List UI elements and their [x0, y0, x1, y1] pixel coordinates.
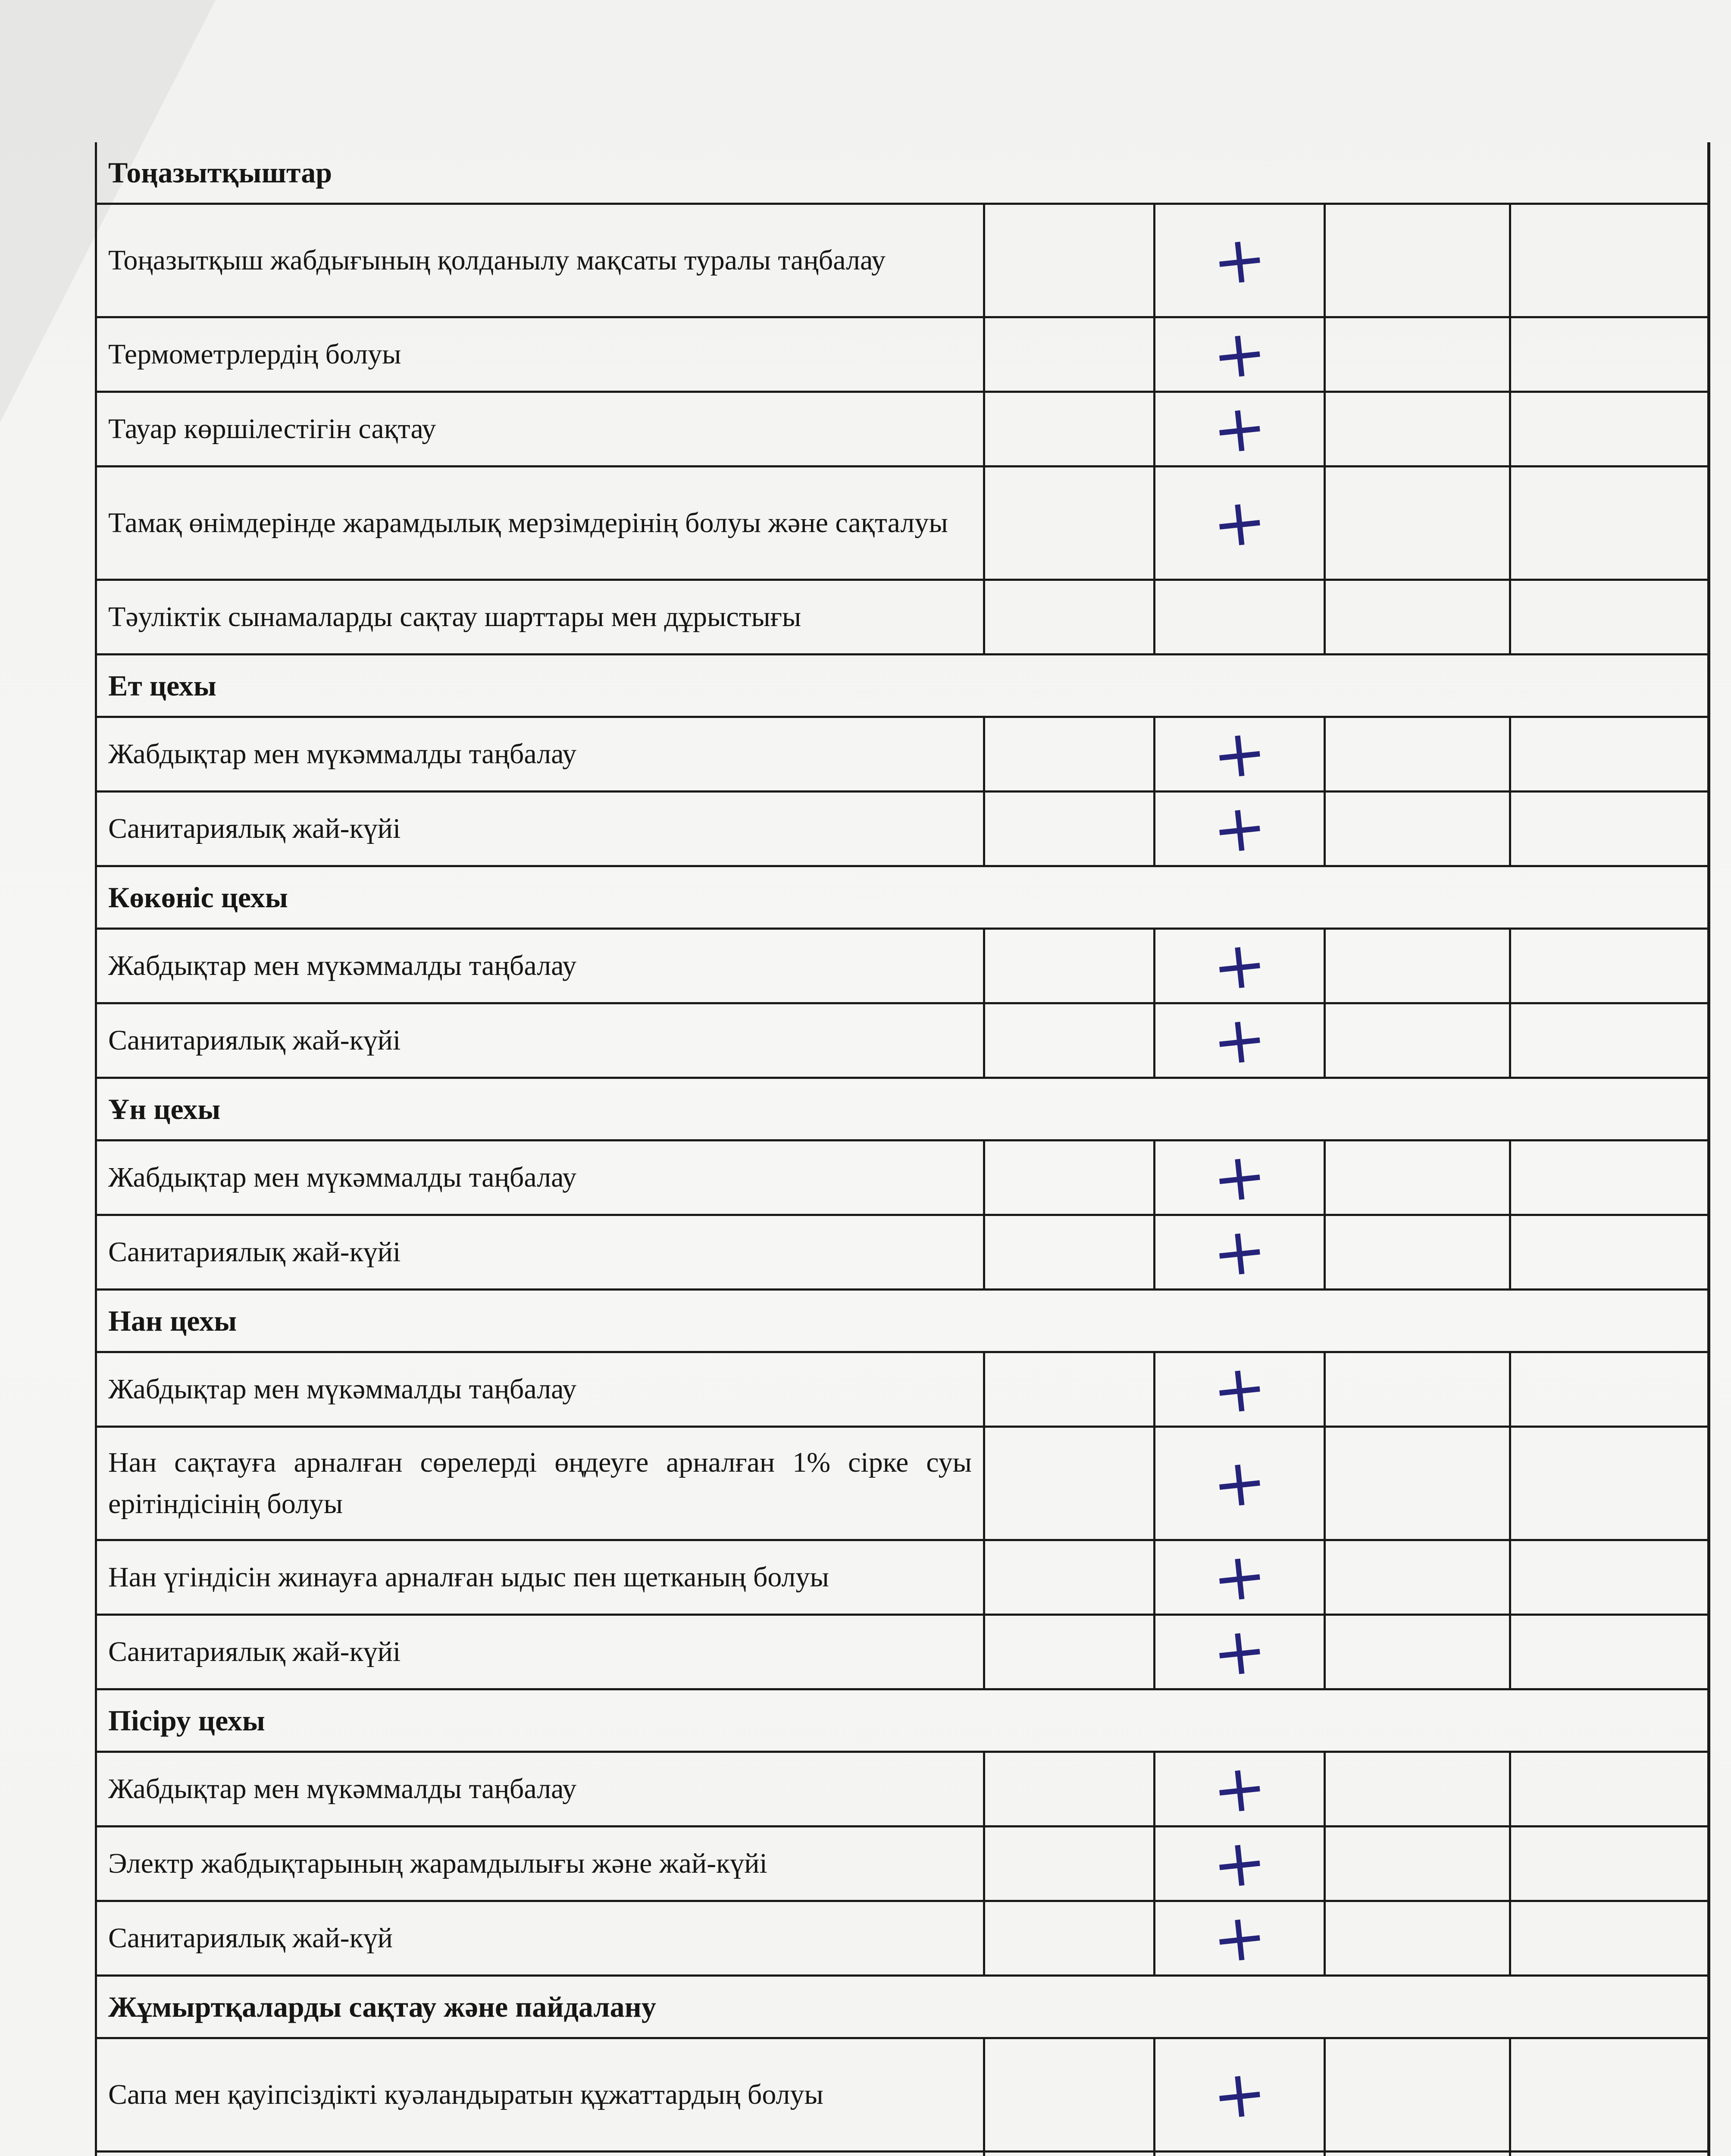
- checklist-row: [96, 1352, 1709, 1427]
- row-label: Электр жабдықтарының жарамдылығы және жай-күйі: [96, 1827, 984, 1901]
- section-title: Ұн цехы: [96, 1078, 1709, 1141]
- mark-cell: [1325, 1752, 1510, 1827]
- section-title: Көкөніс цехы: [96, 866, 1709, 929]
- mark-cell: [1325, 1003, 1510, 1078]
- checklist-row: [96, 717, 1709, 792]
- row-label: Жабдықтар мен мүкәммалды таңбалау: [96, 1141, 984, 1215]
- handwritten-plus-mark: +: [1208, 714, 1271, 795]
- mark-cell: [1325, 717, 1510, 792]
- mark-cell: [1510, 392, 1709, 467]
- mark-cell: [1510, 1352, 1709, 1427]
- section-header-row: [96, 1976, 1709, 2038]
- row-label: Тәуліктік сынамаларды сақтау шарттары мен дұрыстығы: [96, 580, 984, 655]
- mark-cell: [1510, 1215, 1709, 1290]
- section-header-row: [96, 1078, 1709, 1141]
- mark-cell: [1155, 1137, 1325, 1218]
- mark-cell: [984, 1352, 1155, 1427]
- mark-cell: [984, 204, 1155, 317]
- section-header-row: [96, 1290, 1709, 1352]
- section-header-row: [96, 866, 1709, 929]
- checklist-table-wrap: [95, 142, 1710, 2156]
- mark-cell: [1510, 1003, 1709, 1078]
- mark-cell: [1155, 925, 1325, 1006]
- checklist-table: [95, 142, 1709, 2156]
- row-label: Санитариялық жай-күйі: [96, 1215, 984, 1290]
- checklist-row: [96, 1540, 1709, 1615]
- section-title: Нан цехы: [96, 1290, 1709, 1352]
- mark-cell: [1325, 1215, 1510, 1290]
- mark-cell: [984, 1615, 1155, 1689]
- handwritten-plus-mark: +: [1208, 925, 1271, 1006]
- mark-cell: [1155, 467, 1325, 580]
- mark-cell: [1325, 1901, 1510, 1976]
- mark-cell: [1325, 467, 1510, 580]
- mark-cell: [1155, 1537, 1325, 1618]
- mark-cell: [984, 1141, 1155, 1215]
- row-label: Нан сақтауға арналған сөрелерді өңдеуге арналған 1% сірке суы ерітіндісінің болуы: [96, 1427, 984, 1540]
- checklist-row: [96, 1215, 1709, 1290]
- mark-cell: [1510, 204, 1709, 317]
- mark-cell: [984, 717, 1155, 792]
- mark-cell: [984, 1427, 1155, 1540]
- row-label: Жабдықтар мен мүкәммалды таңбалау: [96, 929, 984, 1003]
- mark-cell: [1155, 580, 1325, 655]
- checklist-row: [96, 204, 1709, 317]
- mark-cell: [1510, 792, 1709, 866]
- handwritten-plus-mark: +: [1208, 220, 1271, 301]
- mark-cell: [1155, 1427, 1325, 1540]
- handwritten-plus-mark: +: [1208, 1537, 1271, 1618]
- handwritten-plus-mark: +: [1208, 1137, 1271, 1218]
- mark-cell: [984, 1901, 1155, 1976]
- mark-cell: [1510, 2152, 1709, 2156]
- handwritten-plus-mark: +: [1208, 483, 1271, 564]
- mark-cell: [1325, 1615, 1510, 1689]
- checklist-row: [96, 2152, 1709, 2156]
- handwritten-plus-mark: +: [1208, 1000, 1271, 1081]
- checklist-row: [96, 2038, 1709, 2152]
- checklist-row: [96, 792, 1709, 866]
- section-title: Пісіру цехы: [96, 1689, 1709, 1752]
- mark-cell: [1325, 1141, 1510, 1215]
- mark-cell: [1325, 929, 1510, 1003]
- mark-cell: [1325, 1352, 1510, 1427]
- mark-cell: [1325, 580, 1510, 655]
- row-label: Санитариялық жай-күйі: [96, 1615, 984, 1689]
- mark-cell: [1510, 1752, 1709, 1827]
- handwritten-plus-mark: +: [1208, 1898, 1271, 1979]
- mark-cell: [1325, 2152, 1510, 2156]
- mark-cell: [1510, 1141, 1709, 1215]
- mark-cell: [1510, 2038, 1709, 2152]
- handwritten-plus-mark: +: [1208, 1823, 1271, 1904]
- row-label: Жабдықтар мен мүкәммалды таңбалау: [96, 1352, 984, 1427]
- mark-cell: [984, 467, 1155, 580]
- handwritten-plus-mark: +: [1208, 389, 1271, 470]
- mark-cell: [1325, 1540, 1510, 1615]
- mark-cell: [1155, 314, 1325, 395]
- mark-cell: [1325, 2038, 1510, 2152]
- mark-cell: [984, 1752, 1155, 1827]
- row-label: Санитариялық жай-күйі: [96, 1003, 984, 1078]
- mark-cell: [984, 1003, 1155, 1078]
- mark-cell: [1155, 1349, 1325, 1430]
- row-label: Тауар көршілестігін сақтау: [96, 392, 984, 467]
- mark-cell: [1325, 1427, 1510, 1540]
- mark-cell: [1510, 1540, 1709, 1615]
- mark-cell: [984, 317, 1155, 392]
- handwritten-plus-mark: +: [1208, 1749, 1271, 1830]
- mark-cell: [1510, 1427, 1709, 1540]
- mark-cell: [1155, 204, 1325, 317]
- checklist-row: [96, 467, 1709, 580]
- mark-cell: [1155, 714, 1325, 795]
- row-label: Термометрлердің болуы: [96, 317, 984, 392]
- mark-cell: [1155, 1611, 1325, 1692]
- mark-cell: [1155, 1823, 1325, 1904]
- mark-cell: [1155, 2038, 1325, 2152]
- mark-cell: [984, 1540, 1155, 1615]
- row-label: Санитариялық жай-күйі: [96, 792, 984, 866]
- mark-cell: [984, 1827, 1155, 1901]
- row-label: Нан үгіндісін жинауға арналған ыдыс пен щетканың болуы: [96, 1540, 984, 1615]
- checklist-row: [96, 317, 1709, 392]
- handwritten-plus-mark: +: [1208, 314, 1271, 395]
- mark-cell: [1510, 580, 1709, 655]
- checklist-row: [96, 1427, 1709, 1540]
- row-label: Тоңазытқыш жабдығының қолданылу мақсаты туралы таңбалау: [96, 204, 984, 317]
- mark-cell: [1325, 792, 1510, 866]
- checklist-row: [96, 1003, 1709, 1078]
- handwritten-plus-mark: +: [1208, 1611, 1271, 1692]
- section-header-row: [96, 1689, 1709, 1752]
- checklist-row: [96, 580, 1709, 655]
- handwritten-plus-mark: +: [1208, 1212, 1271, 1293]
- mark-cell: [1155, 1000, 1325, 1081]
- section-title: Тоңазытқыштар: [96, 142, 1709, 204]
- mark-cell: [984, 2152, 1155, 2156]
- mark-cell: [1325, 1827, 1510, 1901]
- row-label: Санитариялық жай-күй: [96, 1901, 984, 1976]
- mark-cell: [1510, 317, 1709, 392]
- checklist-row: [96, 1141, 1709, 1215]
- mark-cell: [984, 2038, 1155, 2152]
- mark-cell: [1510, 717, 1709, 792]
- checklist-row: [96, 1752, 1709, 1827]
- mark-cell: [1510, 929, 1709, 1003]
- row-label: Жабдықтар мен мүкәммалды таңбалау: [96, 1752, 984, 1827]
- mark-cell: [984, 1215, 1155, 1290]
- mark-cell: [984, 792, 1155, 866]
- checklist-row: [96, 1615, 1709, 1689]
- mark-cell: [1510, 1901, 1709, 1976]
- mark-cell: [1155, 2152, 1325, 2156]
- mark-cell: [1510, 1827, 1709, 1901]
- handwritten-plus-mark: +: [1208, 1349, 1271, 1430]
- section-header-row: [96, 655, 1709, 717]
- mark-cell: [1325, 392, 1510, 467]
- mark-cell: [984, 929, 1155, 1003]
- mark-cell: [984, 392, 1155, 467]
- mark-cell: [984, 580, 1155, 655]
- handwritten-plus-mark: +: [1208, 788, 1271, 869]
- checklist-row: [96, 1827, 1709, 1901]
- handwritten-plus-mark: +: [1208, 1443, 1271, 1524]
- mark-cell: [1325, 204, 1510, 317]
- row-label: [96, 2152, 984, 2156]
- section-title: Ет цехы: [96, 655, 1709, 717]
- section-header-row: [96, 142, 1709, 204]
- mark-cell: [1155, 1212, 1325, 1293]
- row-label: Тамақ өнімдерінде жарамдылық мерзімдерінің болуы және сақталуы: [96, 467, 984, 580]
- mark-cell: [1155, 389, 1325, 470]
- checklist-row: [96, 1901, 1709, 1976]
- mark-cell: [1155, 1898, 1325, 1979]
- mark-cell: [1510, 467, 1709, 580]
- mark-cell: [1155, 788, 1325, 869]
- section-title: Жұмыртқаларды сақтау және пайдалану: [96, 1976, 1709, 2038]
- mark-cell: [1155, 1749, 1325, 1830]
- checklist-body: [96, 142, 1709, 2156]
- mark-cell: [1325, 317, 1510, 392]
- checklist-row: [96, 929, 1709, 1003]
- handwritten-plus-mark: +: [1208, 2054, 1271, 2135]
- checklist-row: [96, 392, 1709, 467]
- row-label: Сапа мен қауіпсіздікті куәландыратын құжаттардың болуы: [96, 2038, 984, 2152]
- mark-cell: [1510, 1615, 1709, 1689]
- row-label: Жабдықтар мен мүкәммалды таңбалау: [96, 717, 984, 792]
